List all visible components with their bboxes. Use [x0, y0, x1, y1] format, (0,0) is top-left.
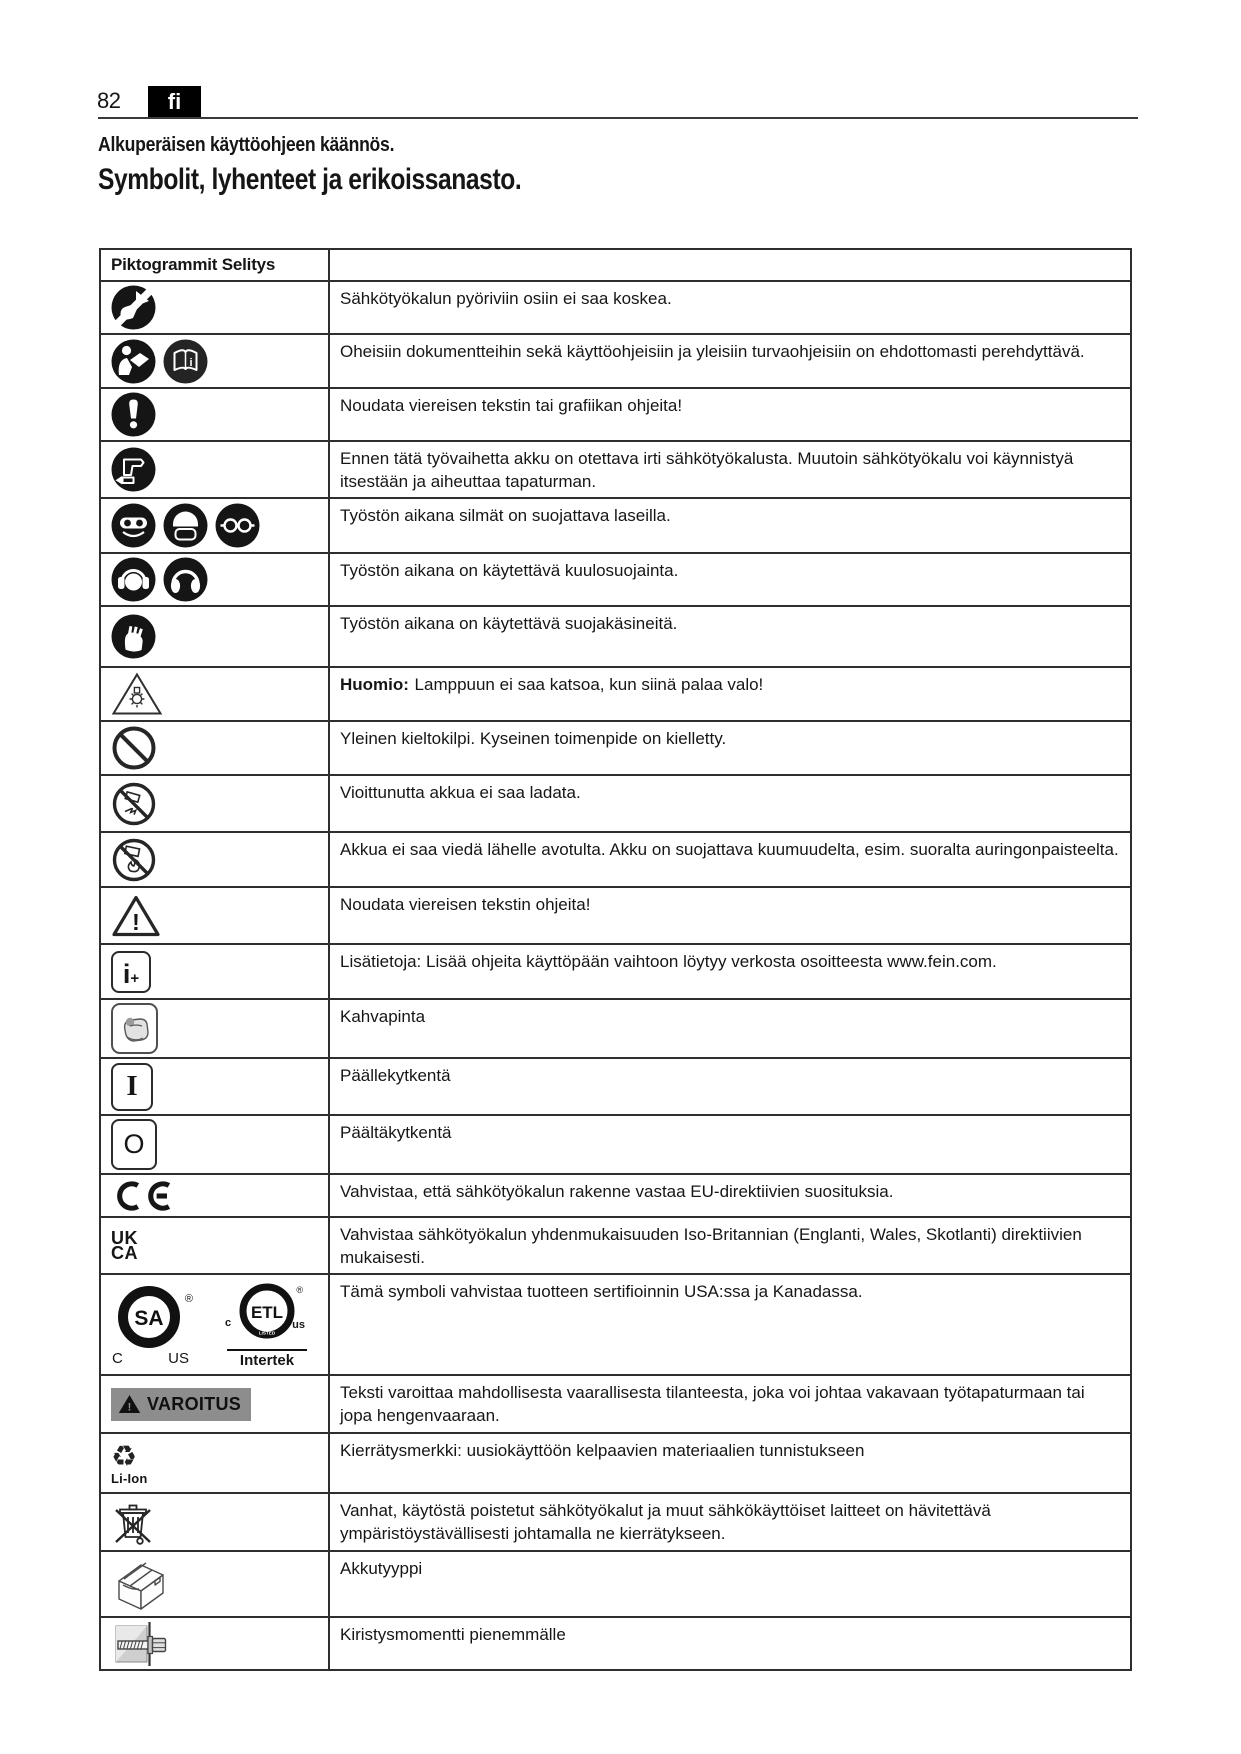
explanation-cell — [329, 1493, 1131, 1551]
table-row — [100, 1493, 1131, 1551]
li-ion-label: Li-Ion — [111, 1470, 148, 1486]
explanation-text: Kiristysmomentti pienemmälle — [340, 1625, 566, 1644]
table-row — [100, 606, 1131, 667]
face-shield-icon — [163, 503, 208, 548]
grip-surface-icon — [111, 1003, 158, 1054]
warning-triangle-icon — [111, 894, 161, 938]
explanation-cell — [329, 388, 1131, 441]
pictogram-cell — [100, 606, 329, 667]
pictogram-cell — [100, 1174, 329, 1217]
torque-screw-icon — [111, 1622, 175, 1666]
table-row — [100, 775, 1131, 832]
varoitus-warning-badge — [111, 1388, 251, 1421]
pictogram-cell — [100, 832, 329, 887]
explanation-cell — [329, 606, 1131, 667]
explanation-cell — [329, 334, 1131, 388]
table-row — [100, 721, 1131, 775]
explanation-cell — [329, 999, 1131, 1058]
table-row — [100, 1617, 1131, 1670]
explanation-text: Akkutyyppi — [340, 1559, 423, 1578]
explanation-text: Vahvistaa sähkötyökalun yhdenmukaisuuden Iso-Britannian (Englanti, Wales, Skotlanti) direktiivien mukaisesti. — [340, 1225, 1082, 1267]
table-row — [100, 1174, 1131, 1217]
table-row — [100, 1217, 1131, 1274]
table-row — [100, 887, 1131, 944]
table-row — [100, 1274, 1131, 1375]
pictogram-cell — [100, 1274, 329, 1375]
protective-gloves-icon — [111, 614, 156, 659]
csa-mark-icon: SA ® C US — [112, 1292, 193, 1367]
pictogram-cell — [100, 999, 329, 1058]
table-row — [100, 1115, 1131, 1174]
explanation-cell — [329, 1174, 1131, 1217]
explanation-cell — [329, 721, 1131, 775]
ce-mark-icon — [111, 1179, 175, 1213]
weee-crossed-bin-icon — [111, 1497, 155, 1547]
explanation-text: Noudata viereisen tekstin ohjeita! — [340, 895, 591, 914]
table-header-row — [100, 249, 1131, 281]
table-header-empty — [329, 249, 1131, 281]
instruction-book-icon — [163, 339, 208, 384]
explanation-cell — [329, 775, 1131, 832]
table-row — [100, 498, 1131, 553]
explanation-text: Kierrätysmerkki: uusiokäyttöön kelpaavien materiaalien tunnistukseen — [340, 1441, 865, 1460]
explanation-text: Tämä symboli vahvistaa tuotteen sertifioinnin USA:ssa ja Kanadassa. — [340, 1282, 863, 1301]
lamp-warning-triangle-icon — [111, 671, 163, 717]
pictogram-cell — [100, 1115, 329, 1174]
explanation-cell — [329, 667, 1131, 721]
pictogram-cell — [100, 1617, 329, 1670]
pictogram-cell — [100, 1433, 329, 1493]
safety-glasses-icon — [215, 503, 260, 548]
table-header-label: Piktogrammit Selitys — [100, 249, 329, 281]
safety-goggles-face-icon — [111, 503, 156, 548]
pictogram-cell — [100, 1493, 329, 1551]
explanation-text: Päällekytkentä — [340, 1066, 451, 1085]
explanation-cell — [329, 1433, 1131, 1493]
explanation-text: Vanhat, käytöstä poistetut sähkötyökalut ja muut sähkökäyttöiset laitteet on hävitettävä ympäristöystävällisesti johtamalla ne kierrätykseen. — [340, 1501, 991, 1543]
earmuffs-icon — [163, 557, 208, 602]
explanation-text: Teksti varoittaa mahdollisesta vaarallisesta tilanteesta, joka voi johtaa vakavaan työtapaturmaan tai jopa hengenvaaraan. — [340, 1383, 1085, 1425]
explanation-cell — [329, 944, 1131, 999]
svg-text:i: i — [189, 356, 193, 369]
pictogram-cell — [100, 721, 329, 775]
table-row — [100, 999, 1131, 1058]
explanation-cell — [329, 281, 1131, 334]
ear-protection-head-icon — [111, 557, 156, 602]
varoitus-label: VAROITUS — [147, 1393, 242, 1414]
explanation-cell — [329, 1375, 1131, 1433]
table-row — [100, 1551, 1131, 1617]
ukca-mark-icon: UK CA — [111, 1227, 138, 1263]
pictogram-cell — [100, 775, 329, 832]
prohibition-sign-icon — [111, 725, 157, 771]
language-tag-badge — [148, 86, 201, 118]
explanation-cell — [329, 498, 1131, 553]
table-row — [100, 1433, 1131, 1493]
pictogram-table — [99, 248, 1132, 1671]
pictogram-cell — [100, 1058, 329, 1115]
keep-battery-from-fire-icon — [111, 837, 157, 883]
li-ion-recycling-icon — [111, 1438, 148, 1486]
pictogram-cell — [100, 1375, 329, 1433]
no-charging-damaged-battery-icon — [111, 781, 157, 827]
explanation-text: Sähkötyökalun pyöriviin osiin ei saa koskea. — [340, 289, 672, 308]
explanation-cell — [329, 441, 1131, 498]
no-touch-rotating-parts-icon — [111, 285, 156, 330]
explanation-cell — [329, 832, 1131, 887]
page-number: 82 — [97, 88, 121, 113]
pictogram-cell — [100, 1551, 329, 1617]
language-tag-label: fi — [167, 89, 182, 114]
header-rule — [98, 117, 1138, 119]
battery-pack-icon — [111, 1555, 169, 1613]
explanation-text: Työstön aikana silmät on suojattava laseilla. — [340, 506, 671, 525]
explanation-text: Ennen tätä työvaihetta akku on otettava irti sähkötyökalusta. Muutoin sähkötyökalu voi käynnistyä itsestään ja aiheuttaa tapaturman. — [340, 449, 1074, 491]
pictogram-cell — [100, 667, 329, 721]
switch-on-icon: I — [111, 1063, 153, 1111]
exclamation-circle-icon — [111, 392, 156, 437]
intertek-label: Intertek — [227, 1349, 307, 1369]
explanation-text: Lisätietoja: Lisää ohjeita käyttöpään vaihtoon löytyy verkosta osoitteesta www.fein.com. — [340, 952, 997, 971]
read-manual-icon — [111, 339, 156, 384]
table-row — [100, 944, 1131, 999]
table-row — [100, 334, 1131, 388]
explanation-text: Vioittunutta akkua ei saa ladata. — [340, 783, 581, 802]
pictogram-cell — [100, 1217, 329, 1274]
pictogram-cell — [100, 887, 329, 944]
explanation-cell — [329, 1217, 1131, 1274]
pictogram-cell — [100, 388, 329, 441]
explanation-cell — [329, 1058, 1131, 1115]
explanation-cell — [329, 1617, 1131, 1670]
svg-text:SA: SA — [134, 1306, 164, 1330]
explanation-text: Kahvapinta — [340, 1007, 426, 1026]
pictogram-cell — [100, 944, 329, 999]
explanation-text: Työstön aikana on käytettävä kuulosuojainta. — [340, 561, 679, 580]
etl-mark-icon: ETL LISTED c us ® Intertek — [225, 1284, 305, 1369]
explanation-text: Oheisiin dokumentteihin sekä käyttöohjeisiin ja yleisiin turvaohjeisiin on ehdottomasti perehdyttävä. — [340, 342, 1085, 361]
svg-text:!: ! — [132, 908, 140, 935]
explanation-cell — [329, 1274, 1131, 1375]
pictogram-cell — [100, 498, 329, 553]
table-row — [100, 553, 1131, 606]
pictogram-cell — [100, 441, 329, 498]
explanation-text: Työstön aikana on käytettävä suojakäsineitä. — [340, 614, 678, 633]
explanation-text: Yleinen kieltokilpi. Kyseinen toimenpide on kielletty. — [340, 729, 727, 748]
additional-info-icon: i + — [111, 951, 151, 993]
explanation-text: Vahvistaa, että sähkötyökalun rakenne vastaa EU-direktiivien suosituksia. — [340, 1182, 894, 1201]
explanation-bold-prefix: Huomio: — [340, 675, 409, 694]
pictogram-cell — [100, 281, 329, 334]
explanation-text: Päältäkytkentä — [340, 1123, 452, 1142]
page-title: Symbolit, lyhenteet ja erikoissanasto. — [98, 163, 522, 196]
svg-text:!: ! — [127, 1401, 132, 1414]
explanation-text: Noudata viereisen tekstin tai grafiikan ohjeita! — [340, 396, 683, 415]
table-row — [100, 388, 1131, 441]
warning-triangle-small-icon — [118, 1394, 141, 1414]
explanation-cell — [329, 887, 1131, 944]
intro-line: Alkuperäisen käyttöohjeen käännös. — [98, 134, 395, 156]
table-row — [100, 832, 1131, 887]
recycling-symbol-icon: ♻ — [111, 1438, 137, 1473]
table-row — [100, 441, 1131, 498]
table-row — [100, 667, 1131, 721]
explanation-cell — [329, 1115, 1131, 1174]
explanation-text: Lamppuun ei saa katsoa, kun siinä palaa valo! — [414, 675, 764, 694]
explanation-text: Akkua ei saa viedä lähelle avotulta. Akku on suojattava kuumuudelta, esim. suoralta auringonpaisteelta. — [340, 840, 1119, 859]
remove-battery-icon — [111, 447, 156, 492]
svg-text:LISTED: LISTED — [258, 1330, 276, 1335]
pictogram-cell — [100, 553, 329, 606]
pictogram-cell — [100, 334, 329, 388]
svg-text:ETL: ETL — [250, 1302, 284, 1322]
explanation-cell — [329, 1551, 1131, 1617]
switch-off-icon: O — [111, 1119, 157, 1170]
table-row — [100, 1058, 1131, 1115]
table-row — [100, 1375, 1131, 1433]
explanation-cell — [329, 553, 1131, 606]
table-row — [100, 281, 1131, 334]
